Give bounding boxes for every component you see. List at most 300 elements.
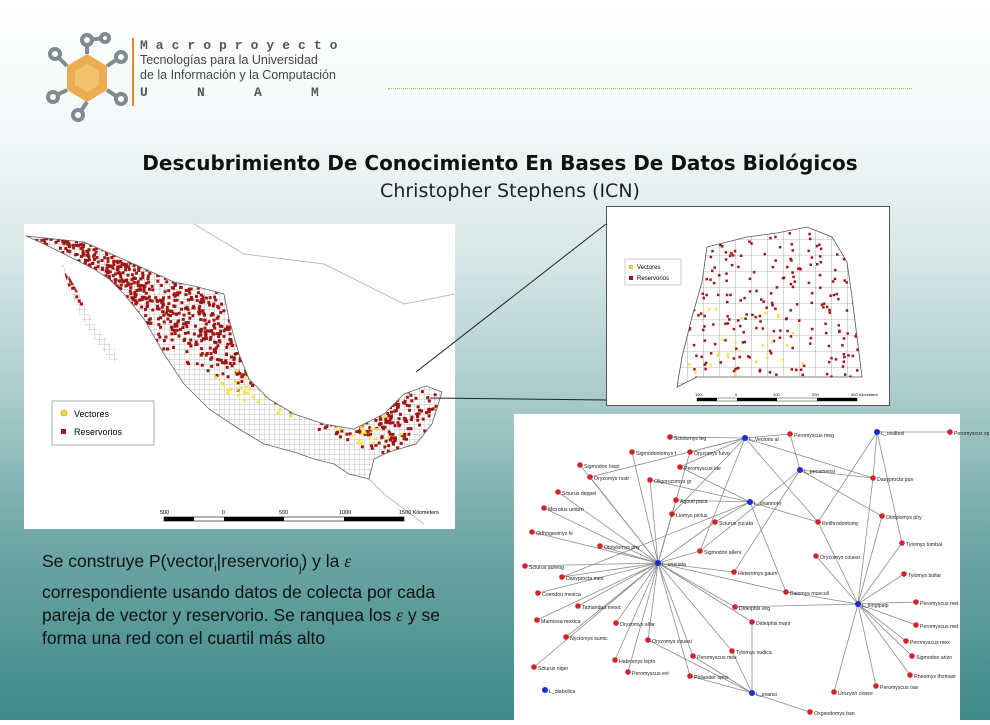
- reservoir-record-dot: [703, 315, 706, 318]
- reservoir-node-label: Peromyscus mex: [697, 655, 737, 661]
- reservoir-node-label: Baiomys musculi: [790, 591, 829, 597]
- reservoir-record-dot: [705, 294, 708, 297]
- reservoir-record-dot: [703, 325, 706, 328]
- reservoir-record-dot: [788, 232, 791, 235]
- logo-line-1: Tecnologías para la Universidad: [140, 53, 318, 67]
- reservoir-record-dot: [700, 312, 703, 315]
- vector-node-label: L_longipalp: [862, 603, 889, 609]
- reservoir-node: [647, 477, 653, 483]
- reservoir-record-dot: [719, 361, 722, 364]
- reservoir-record-dot: [706, 278, 709, 281]
- reservoir-record-dot: [774, 259, 777, 262]
- inset-scale-bar: [695, 392, 878, 401]
- network-edge: [650, 480, 658, 563]
- reservoir-record-dot: [711, 250, 714, 253]
- reservoir-record-dot: [724, 323, 727, 326]
- reservoir-record-dot: [759, 315, 762, 318]
- reservoir-record-dot: [844, 373, 847, 376]
- reservoir-record-dot: [818, 244, 821, 247]
- reservoir-record-dot: [725, 280, 728, 283]
- reservoir-record-dot: [790, 335, 793, 338]
- reservoir-node: [899, 540, 905, 546]
- vector-record-dot: [727, 355, 730, 358]
- reservoir-record-dot: [736, 367, 739, 370]
- reservoir-record-dot: [816, 263, 819, 266]
- reservoir-record-dot: [726, 301, 729, 304]
- reservoir-record-dot: [779, 246, 782, 249]
- reservoir-node-label: Sciurus deppei: [562, 491, 597, 497]
- reservoir-node-label: Sigmodontomys f: [636, 451, 677, 457]
- reservoir-record-dot: [750, 242, 753, 245]
- reservoir-node-label: Sciurus niger: [538, 666, 569, 672]
- yucatan-map-svg: [607, 207, 889, 405]
- reservoir-record-dot: [742, 331, 745, 334]
- legend-reservorios: Reservorios: [74, 427, 123, 437]
- reservoir-record-dot: [819, 255, 822, 257]
- reservoir-record-dot: [738, 356, 741, 359]
- reservoir-record-dot: [809, 263, 812, 266]
- reservoir-record-dot: [791, 347, 794, 350]
- reservoir-node: [612, 657, 618, 663]
- network-graph-svg: [514, 414, 990, 720]
- reservoir-record-dot: [700, 356, 703, 359]
- reservoir-record-dot: [762, 327, 765, 330]
- reservoir-node: [732, 604, 738, 610]
- reservoir-record-dot: [847, 354, 850, 357]
- reservoir-record-dot: [834, 269, 837, 272]
- reservoir-node-label: Rheomys thomasi: [914, 674, 956, 680]
- reservoir-record-dot: [792, 286, 795, 289]
- reservoir-record-dot: [820, 248, 823, 251]
- network-edge: [873, 432, 877, 478]
- reservoir-node: [712, 519, 718, 525]
- reservoir-record-dot: [710, 352, 713, 355]
- reservoir-record-dot: [837, 298, 840, 301]
- reservoir-record-dot: [771, 302, 774, 305]
- reservoir-record-dot: [843, 360, 846, 363]
- reservoir-node: [541, 505, 547, 511]
- reservoir-record-dot: [835, 358, 838, 361]
- reservoir-node: [529, 529, 535, 535]
- reservoir-node-label: Tamandua mexic: [582, 605, 622, 611]
- reservoir-record-dot: [749, 290, 752, 293]
- reservoir-record-dot: [823, 303, 826, 306]
- reservoir-node: [575, 603, 581, 609]
- reservoir-node-label: Orthogeomys hi: [536, 531, 573, 537]
- vector-record-dot: [766, 356, 769, 359]
- reservoir-node: [667, 434, 673, 440]
- reservoir-node-label: Oryzomys couesi: [820, 555, 860, 561]
- reservoir-record-dot: [745, 313, 748, 316]
- reservoir-record-dot: [852, 355, 855, 358]
- vector-node: [655, 560, 661, 566]
- reservoir-record-dot: [714, 343, 717, 346]
- reservoir-record-dot: [846, 235, 849, 238]
- reservoir-record-dot: [760, 298, 763, 301]
- vector-record-dot: [734, 341, 737, 344]
- reservoir-node: [563, 634, 569, 640]
- reservoir-record-dot: [809, 238, 812, 241]
- network-edge: [700, 470, 800, 551]
- reservoir-node: [613, 620, 619, 626]
- reservoir-record-dot: [765, 306, 768, 309]
- reservoir-node: [909, 653, 915, 659]
- reservoir-record-dot: [731, 264, 734, 267]
- reservoir-node: [947, 429, 953, 435]
- reservoir-node-label: Oxgeodomys ban: [814, 711, 855, 717]
- vector-record-dot: [694, 371, 697, 374]
- vector-node-label: L_cruciata: [662, 562, 686, 568]
- reservoir-node: [577, 462, 583, 468]
- reservoir-record-dot: [690, 257, 693, 260]
- vector-record-dot: [786, 344, 789, 347]
- reservoir-record-dot: [717, 294, 720, 297]
- reservoir-node: [522, 563, 528, 569]
- network-edge: [858, 604, 912, 656]
- reservoir-record-dot: [703, 297, 706, 300]
- reservoir-node-label: Ototylomys phy: [604, 545, 640, 551]
- vector-reservoir-network: [514, 414, 990, 720]
- reservoir-record-dot: [771, 304, 774, 307]
- reservoir-node: [677, 464, 683, 470]
- vector-node: [855, 601, 861, 607]
- reservoir-node-label: Didelphis virg: [739, 606, 771, 612]
- logo-unam-n: N: [197, 85, 205, 100]
- reservoir-node: [597, 543, 603, 549]
- reservoir-record-dot: [843, 337, 846, 340]
- reservoir-record-dot: [697, 314, 700, 317]
- reservoir-record-dot: [729, 294, 732, 297]
- scale-label: 0: [222, 510, 226, 516]
- vector-node-label: L_Vectoris al: [749, 437, 779, 443]
- reservoir-record-dot: [776, 286, 779, 289]
- reservoir-node-label: Oryzomys alfar: [620, 622, 655, 628]
- reservoir-node: [697, 548, 703, 554]
- reservoir-record-dot: [726, 315, 729, 318]
- reservoir-record-dot: [743, 234, 746, 237]
- reservoir-record-dot: [705, 382, 708, 385]
- reservoir-record-dot: [733, 370, 736, 373]
- reservoir-record-dot: [843, 356, 846, 359]
- reservoir-record-dot: [705, 362, 708, 365]
- reservoir-node: [813, 553, 819, 559]
- reservoir-node-label: Peromyscus mel: [920, 624, 959, 630]
- scale-label: 500: [279, 510, 289, 516]
- reservoir-record-dot: [754, 316, 757, 319]
- reservoir-node: [903, 638, 909, 644]
- reservoir-node-label: Habromys lepto: [619, 659, 656, 665]
- reservoir-record-dot: [740, 299, 743, 302]
- reservoir-node-label: Ototylomys phy: [886, 515, 922, 521]
- para-sub-j: j: [298, 562, 302, 575]
- vector-node: [747, 499, 753, 505]
- reservoir-record-dot: [704, 368, 707, 371]
- reservoir-record-dot: [790, 379, 793, 382]
- reservoir-record-dot: [726, 294, 729, 297]
- reservoir-record-dot: [708, 236, 711, 239]
- reservoir-node: [629, 449, 635, 455]
- reservoir-node: [873, 683, 879, 689]
- vector-record-dot: [755, 360, 758, 363]
- reservoir-node-label: Sigmodon alleni: [704, 550, 741, 556]
- reservoir-record-dot: [842, 237, 845, 240]
- vector-legend-icon: [629, 265, 633, 269]
- reservoir-record-dot: [830, 357, 833, 360]
- reservoir-record-dot: [728, 318, 731, 321]
- reservoir-record-dot: [802, 374, 805, 377]
- para-text-3: ) y la: [301, 551, 340, 571]
- reservoir-record-dot: [734, 250, 736, 253]
- reservoir-record-dot: [723, 236, 726, 239]
- reservoir-record-dot: [718, 274, 721, 277]
- reservoir-record-dot: [847, 247, 850, 250]
- slide-subtitle: Christopher Stephens (ICN): [380, 180, 640, 202]
- reservoir-record-dot: [749, 278, 752, 281]
- para-text-4: correspondiente usando datos de colecta por cada pareja de vector y reservorio. Se ranquea los: [42, 581, 436, 625]
- reservoir-node: [690, 653, 696, 659]
- reservoir-node: [531, 664, 537, 670]
- reservoir-record-dot: [724, 339, 727, 342]
- reservoir-record-dot: [774, 308, 777, 311]
- reservoir-node-label: Peromyscus oax: [880, 685, 919, 691]
- reservoir-record-dot: [727, 322, 730, 325]
- reservoir-record-dot: [735, 347, 738, 350]
- reservoir-node: [534, 617, 540, 623]
- reservoir-node-label: Philander opos: [694, 675, 729, 681]
- reservoir-node: [669, 511, 675, 517]
- reservoir-record-dot: [856, 369, 859, 372]
- reservoir-record-dot: [725, 272, 728, 275]
- reservoir-record-dot: [732, 254, 735, 257]
- reservoir-record-dot: [819, 286, 822, 289]
- reservoir-node: [729, 648, 735, 654]
- reservoir-node-label: Marmosa mexica: [541, 619, 581, 625]
- reservoir-record-dot: [762, 300, 765, 303]
- reservoir-record-dot: [789, 309, 792, 312]
- reservoir-record-dot: [829, 295, 832, 298]
- inset-scale-label: 100: [773, 392, 780, 397]
- reservoir-record-dot: [699, 379, 702, 382]
- reservoir-record-dot: [789, 258, 792, 261]
- vector-record-dot: [734, 374, 737, 377]
- reservoir-node-label: Agouti paca: [680, 499, 708, 505]
- inset-legend-vectores: Vectores: [637, 265, 661, 271]
- inset-scale-label: 100: [695, 392, 702, 397]
- reservoir-node-label: Peromyscus ste: [684, 466, 721, 472]
- vector-node-label: L_ovallesi: [881, 431, 905, 437]
- network-edge: [628, 563, 658, 672]
- para-text-2: |reservorio: [216, 551, 299, 571]
- reservoir-record-dot: [710, 256, 713, 259]
- reservoir-node-label: Sciurus aureog: [529, 565, 564, 571]
- reservoir-record-dot: [753, 271, 756, 274]
- reservoir-record-dot: [808, 233, 811, 236]
- reservoir-record-dot: [728, 238, 731, 240]
- reservoir-record-dot: [711, 270, 714, 273]
- reservoir-node-label: Peromyscus evi: [632, 671, 669, 677]
- reservoir-node-label: Peromyscus sp: [954, 431, 990, 437]
- reservoir-record-dot: [849, 257, 852, 260]
- network-edge: [715, 502, 750, 522]
- reservoir-record-dot: [848, 256, 851, 259]
- reservoir-node-label: Oryzomys rostr: [594, 476, 630, 482]
- reservoir-record-dot: [786, 330, 789, 333]
- reservoir-record-dot: [779, 329, 782, 332]
- reservoir-node: [687, 673, 693, 679]
- reservoir-record-dot: [737, 319, 740, 322]
- reservoir-record-dot: [700, 251, 703, 254]
- reservoir-record-dot: [743, 297, 746, 300]
- network-edge: [658, 563, 735, 607]
- reservoir-record-dot: [810, 337, 813, 340]
- reservoir-record-dot: [791, 368, 794, 371]
- logo-name: Macroproyecto: [140, 38, 346, 53]
- reservoir-record-dot: [725, 251, 728, 254]
- logo-line-2: de la Información y la Computación: [140, 68, 336, 82]
- reservoir-record-dot: [838, 331, 841, 334]
- reservoir-record-dot: [835, 293, 838, 296]
- network-edge: [858, 478, 873, 604]
- reservoir-node: [625, 669, 631, 675]
- reservoir-record-dot: [687, 248, 690, 251]
- reservoir-node-label: Peromyscus meg: [794, 433, 835, 439]
- vector-record-dot: [761, 344, 764, 347]
- epsilon-symbol: ε: [344, 551, 352, 571]
- yucatan-inset-map: [606, 206, 890, 406]
- reservoir-record-dot: [751, 314, 754, 317]
- vector-node: [542, 687, 548, 693]
- para-text-1: Se construye P(vector: [42, 551, 215, 571]
- reservoir-node: [870, 475, 876, 481]
- para-sub-i: i: [214, 562, 217, 575]
- reservoir-record-dot: [841, 344, 844, 347]
- inset-scale-label: 200: [812, 392, 819, 397]
- para-text-5: y se forma una red con el cuartil más alto: [42, 604, 440, 648]
- reservoir-node-label: Peromyscus mex: [910, 640, 950, 646]
- reservoir-record-dot: [791, 271, 794, 274]
- reservoir-record-dot: [829, 311, 832, 314]
- vector-record-dot: [791, 332, 794, 335]
- reservoir-record-dot: [743, 341, 746, 344]
- logo-unam-m: M: [311, 85, 319, 100]
- vector-record-dot: [716, 354, 719, 357]
- reservoir-record-dot: [730, 252, 733, 255]
- reservoir-node: [879, 513, 885, 519]
- reservoir-node-label: Tylomys tumbal: [906, 542, 943, 548]
- reservoir-record-dot: [695, 354, 698, 357]
- reservoir-record-dot: [769, 237, 772, 240]
- reservoir-record-dot: [842, 365, 845, 368]
- reservoir-node: [731, 569, 737, 575]
- reservoir-record-dot: [713, 282, 716, 285]
- reservoir-record-dot: [809, 342, 812, 345]
- reservoir-record-dot: [785, 318, 788, 321]
- reservoir-node-label: Tylomys nudica: [736, 650, 772, 656]
- reservoir-record-dot: [795, 369, 798, 372]
- vector-node-label: L_evansi: [756, 692, 777, 698]
- reservoir-record-dot: [770, 292, 773, 295]
- reservoir-record-dot: [808, 282, 811, 285]
- reservoir-node-label: Microtus umbro: [548, 507, 584, 513]
- network-edge: [590, 438, 745, 477]
- reservoir-node: [559, 574, 565, 580]
- reservoir-node: [645, 637, 651, 643]
- logo-unam-u: U: [140, 85, 148, 100]
- reservoir-record-dot: [834, 278, 837, 281]
- reservoir-record-dot: [772, 266, 775, 269]
- reservoir-node-label: Dasyprocta pun: [877, 477, 914, 483]
- legend-vectores: Vectores: [74, 409, 110, 419]
- reservoir-record-dot: [840, 246, 843, 249]
- reservoir-record-dot: [693, 298, 696, 301]
- vector-record-dot: [739, 350, 742, 353]
- network-edge: [790, 434, 800, 470]
- reservoir-node-label: Sciotomys leg: [674, 436, 707, 442]
- reservoir-record-dot: [737, 266, 740, 269]
- reservoir-record-dot: [709, 243, 712, 246]
- reservoir-node: [787, 431, 793, 437]
- network-edge: [750, 502, 786, 592]
- reservoir-record-dot: [843, 353, 846, 356]
- network-edge: [745, 438, 818, 522]
- reservoir-record-dot: [759, 320, 762, 323]
- reservoir-record-dot: [773, 330, 776, 333]
- reservoir-record-dot: [702, 293, 705, 296]
- reservoir-record-dot: [824, 323, 827, 326]
- network-edge: [858, 543, 902, 604]
- reservoir-record-dot: [691, 297, 694, 300]
- vector-node-label: L_shannoni: [754, 501, 781, 507]
- reservoir-record-dot: [826, 373, 829, 376]
- reservoir-record-dot: [721, 245, 724, 248]
- reservoir-record-dot: [755, 290, 758, 293]
- reservoir-node-label: Tylomys bullar: [908, 573, 942, 579]
- vector-record-dot: [740, 317, 743, 320]
- reservoir-node-label: Sciurus yucata: [719, 521, 754, 527]
- vector-node: [742, 435, 748, 441]
- reservoir-record-dot: [693, 344, 696, 347]
- reservoir-record-dot: [800, 369, 803, 372]
- reservoir-node: [673, 497, 679, 503]
- reservoir-record-dot: [825, 332, 828, 335]
- network-edge: [558, 492, 658, 563]
- reservoir-record-dot: [822, 306, 825, 309]
- reservoir-record-dot: [826, 306, 829, 309]
- vector-node: [749, 690, 755, 696]
- reservoir-record-dot: [796, 303, 799, 306]
- reservoir-node-label: Dasyprocta mex: [566, 576, 604, 582]
- vector-node: [874, 429, 880, 435]
- reservoir-record-dot: [752, 380, 755, 383]
- reservoir-record-dot: [709, 278, 712, 281]
- inset-scale-label: 300 Kilometers: [851, 392, 878, 397]
- reservoir-node: [831, 689, 837, 695]
- reservoir-record-dot: [744, 317, 747, 320]
- vector-record-dot: [707, 308, 710, 311]
- reservoir-record-dot: [747, 355, 750, 358]
- vector-record-dot: [781, 359, 784, 362]
- reservoir-node-label: Sigmodon hispi: [584, 464, 620, 470]
- reservoir-record-dot: [775, 373, 778, 376]
- reservoir-node-label: Oryzomys fulvo: [694, 451, 730, 457]
- reservoir-node: [913, 599, 919, 605]
- reservoir-record-dot: [740, 255, 743, 258]
- reservoir-node-label: Reithrodontomy: [822, 521, 859, 527]
- network-edge: [658, 563, 732, 651]
- scale-label: 500: [160, 510, 170, 516]
- reservoir-node-label: Peromyscus mel: [920, 601, 959, 607]
- reservoir-record-dot: [702, 329, 705, 332]
